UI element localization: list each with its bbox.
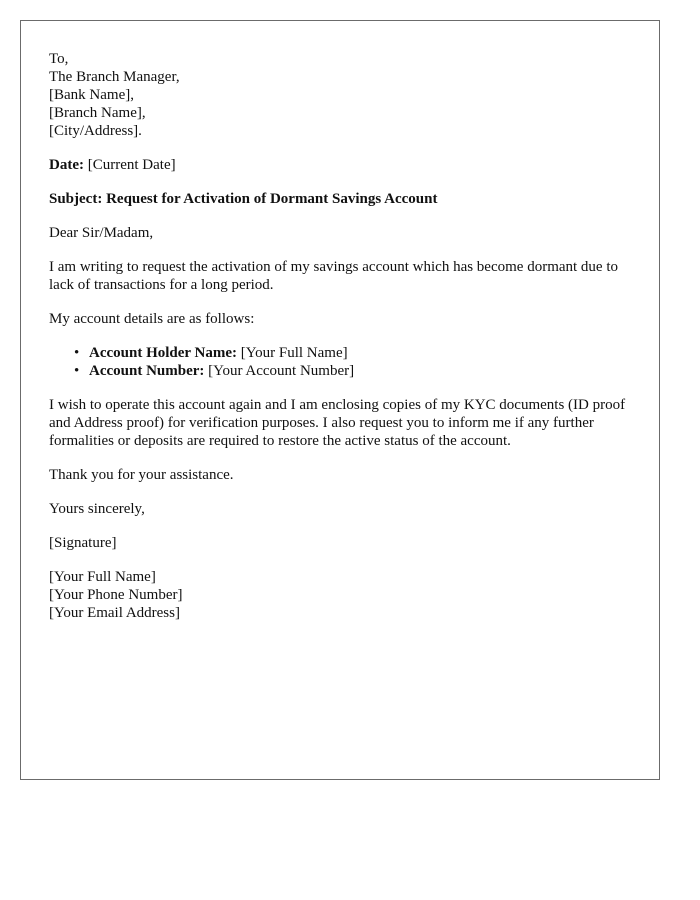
details-intro: My account details are as follows: bbox=[49, 311, 255, 327]
list-item bbox=[74, 344, 631, 362]
thanks-line: Thank you for your assistance. bbox=[49, 467, 234, 483]
address-to: To, bbox=[49, 51, 69, 67]
address-branch: [Branch Name], bbox=[49, 105, 146, 121]
address-manager: The Branch Manager, bbox=[49, 69, 180, 85]
sender-phone: [Your Phone Number] bbox=[49, 587, 183, 603]
bullet-icon: • bbox=[74, 363, 80, 379]
detail-label: Account Number: bbox=[89, 363, 205, 379]
sender-details bbox=[49, 568, 631, 622]
address-bank: [Bank Name], bbox=[49, 87, 134, 103]
signature-placeholder: [Signature] bbox=[49, 535, 117, 551]
detail-value: [Your Account Number] bbox=[208, 363, 355, 379]
list-item bbox=[74, 362, 631, 380]
detail-label: Account Holder Name: bbox=[89, 345, 238, 361]
account-details-list bbox=[49, 344, 631, 380]
body-paragraph: I wish to operate this account again and I am enclosing copies of my KYC documents (ID proof and Address proof) for verification purposes. I also request you to inform me if any further formalities or deposits are required to restore the active status of the account. bbox=[49, 397, 626, 449]
sender-email: [Your Email Address] bbox=[49, 605, 180, 621]
recipient-address bbox=[49, 50, 631, 140]
date-label: Date: bbox=[49, 157, 84, 173]
closing-line: Yours sincerely, bbox=[49, 501, 145, 517]
sender-name: [Your Full Name] bbox=[49, 569, 156, 585]
salutation: Dear Sir/Madam, bbox=[49, 225, 154, 241]
address-city: [City/Address]. bbox=[49, 123, 142, 139]
date-line bbox=[49, 156, 631, 174]
detail-value: [Your Full Name] bbox=[240, 345, 348, 361]
bullet-icon: • bbox=[74, 345, 80, 361]
date-value: [Current Date] bbox=[87, 157, 176, 173]
intro-paragraph: I am writing to request the activation of my savings account which has become dormant due to lack of transactions for a long period. bbox=[49, 259, 619, 293]
subject-line: Subject: Request for Activation of Dormant Savings Account bbox=[49, 191, 438, 207]
letter-page bbox=[20, 20, 660, 780]
